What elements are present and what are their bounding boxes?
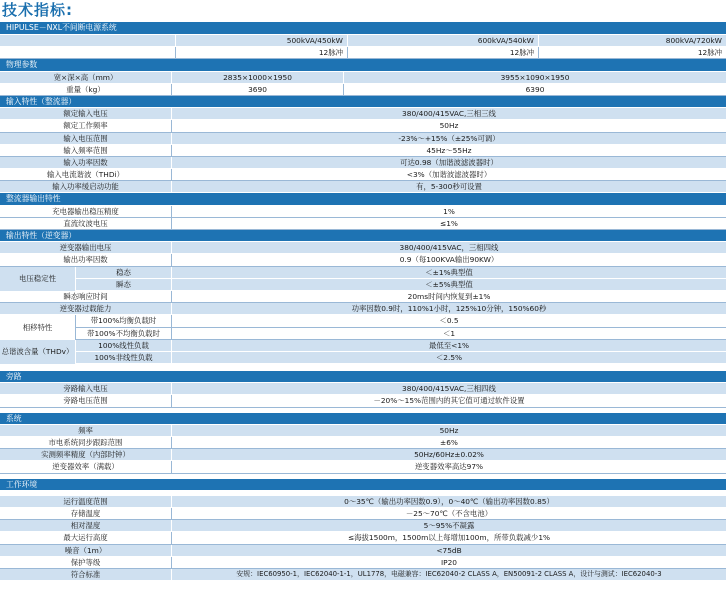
row-label: 充电器输出稳压精度 [52, 206, 119, 216]
row-value: 50Hz [171, 425, 726, 436]
row-value: 安规：IEC60950-1，IEC62040-1-1，UL1778，电磁兼容：IEC62040-2 CLASS A，EN50091-2 CLASS A，设计与测试：IEC62040-3 [171, 569, 726, 580]
row-label: 旁路输入电压 [63, 384, 108, 394]
row-label: 旁路电压范围 [63, 396, 108, 406]
row-value: 20ms时间内恢复到±1% [171, 291, 726, 302]
row-value: ＜±5%典型值 [171, 279, 726, 290]
row-value: ±6% [171, 437, 726, 448]
row-value: -23%～+15%（±25%可调） [171, 133, 726, 144]
table-row [0, 520, 726, 532]
row-value: －20%～15%范围内的其它值可通过软件设置 [171, 395, 726, 406]
row-label: 市电系统同步跟踪范围 [48, 438, 123, 447]
row-value: <3%（加谐波滤波器时） [171, 169, 726, 180]
row-value: <75dB [171, 545, 726, 556]
model-pulse-800: 12脉冲 [538, 47, 726, 58]
table-row [0, 254, 726, 266]
spacer [0, 364, 726, 371]
section-title: 输出特性（逆变器） [6, 231, 77, 240]
row-label: 输入功率缓启动功能 [52, 182, 119, 192]
table-row [0, 449, 726, 461]
model-pulse-500: 12脉冲 [175, 47, 347, 58]
weight-value-b: 6390 [343, 84, 726, 95]
row-value: ＜0.5 [171, 315, 726, 326]
dims-value-a: 2835×1000×1950 [171, 72, 343, 83]
row-label: 100%线性负载 [75, 340, 171, 351]
row-label: 相对湿度 [70, 521, 101, 531]
group-label: 相移特性 [0, 315, 75, 339]
row-value: ＜2.5% [171, 352, 726, 363]
page-title: 技术指标: [2, 1, 73, 19]
section-input [0, 96, 726, 108]
table-row [0, 267, 726, 279]
table-row [0, 425, 726, 437]
section-title: 工作环境 [6, 479, 38, 489]
row-label: 额定输入电压 [63, 109, 108, 119]
table-title: HIPULSE－NXL不间断电源系统 [6, 23, 117, 32]
table-row [0, 169, 726, 181]
table-row [0, 145, 726, 157]
group-label: 电压稳定性 [0, 267, 75, 291]
row-value: 有，5-300秒可设置 [171, 181, 726, 192]
section-bypass [0, 371, 726, 383]
row-label: 运行温度范围 [63, 496, 108, 506]
table-row [0, 120, 726, 132]
row-label: 瞬态 [75, 279, 171, 290]
phase-group [0, 315, 726, 339]
table-row [0, 108, 726, 120]
model-pulse-blank [0, 47, 175, 58]
section-system [0, 413, 726, 425]
table-row [0, 395, 726, 407]
table-row [0, 545, 726, 557]
row-value: ＜±1%典型值 [171, 267, 726, 278]
row-value: 380/400/415VAC,三相三线 [171, 108, 726, 119]
table-row [0, 437, 726, 449]
row-label: 逆变器效率（满载） [52, 462, 119, 472]
row-value: ＜1 [171, 328, 726, 339]
row-label: 输入功率因数 [63, 157, 108, 167]
table-row [0, 496, 726, 508]
section-rectifier [0, 193, 726, 205]
section-title: 物理参数 [6, 60, 38, 70]
row-value: 0.9（每100KVA输出90KW） [171, 254, 726, 265]
row-label: 输入频率范围 [63, 145, 108, 155]
table-row [0, 508, 726, 520]
model-header-blank [0, 35, 175, 46]
table-row [0, 461, 726, 473]
row-label: 100%非线性负载 [75, 352, 171, 363]
row-value: 可达0.98（加谐波滤波器时） [171, 157, 726, 168]
table-row [0, 340, 726, 352]
table-row [0, 303, 726, 315]
row-label: 输入电流谐波（THDi） [47, 170, 124, 180]
table-row [0, 328, 726, 340]
row-value: 功率因数0.9时，110%1小时，125%10分钟，150%60秒 [171, 303, 726, 314]
row-label: 重量（kg） [66, 84, 105, 94]
section-title: 旁路 [6, 372, 22, 382]
row-label: 带100%均衡负载时 [75, 315, 171, 326]
section-title: 整流器输出特性 [6, 194, 61, 204]
row-value: －25～70℃（不含电池） [171, 508, 726, 519]
row-label: 保护等级 [70, 557, 101, 567]
model-power-600: 600kVA/540kW [347, 35, 538, 46]
row-value: 380/400/415VAC，三相四线 [171, 242, 726, 253]
row-value: 1% [171, 206, 726, 217]
table-row [0, 383, 726, 395]
row-value: 5～95%不凝露 [171, 520, 726, 531]
section-title: 输入特性（整流器） [6, 96, 77, 106]
row-label: 宽×深×高（mm） [53, 72, 118, 82]
model-power-800: 800kVA/720kW [538, 35, 726, 46]
row-label: 最大运行高度 [63, 533, 108, 543]
model-power-row [0, 35, 726, 47]
row-label: 额定工作频率 [63, 121, 108, 131]
row-label: 瞬态响应时间 [63, 291, 108, 301]
row-value: 380/400/415VAC,三相四线 [171, 383, 726, 394]
row-value: IP20 [171, 557, 726, 568]
thd-group [0, 340, 726, 364]
weight-value-a: 3690 [171, 84, 343, 95]
row-value: 50Hz [171, 120, 726, 131]
model-pulse-row [0, 47, 726, 59]
row-label: 存储温度 [70, 508, 101, 518]
row-value: 逆变器效率高达97% [171, 461, 726, 472]
table-row [0, 72, 726, 84]
row-label: 输出功率因数 [63, 255, 108, 265]
row-value: ≤海拔1500m，1500m以上每增加100m，所带负载减少1% [171, 532, 726, 543]
group-label: 总谐波含量（THDv） [0, 340, 75, 364]
table-row [0, 532, 726, 544]
table-row [0, 218, 726, 230]
table-row [0, 133, 726, 145]
table-row [0, 291, 726, 303]
table-row [0, 569, 726, 581]
section-environment [0, 479, 726, 491]
table-row [0, 242, 726, 254]
stability-group [0, 267, 726, 291]
table-row [0, 352, 726, 364]
table-row [0, 181, 726, 193]
table-row [0, 84, 726, 96]
row-value: 50Hz/60Hz±0.02% [171, 449, 726, 460]
table-row [0, 315, 726, 327]
row-label: 符合标准 [70, 569, 101, 579]
row-value: 45Hz～55Hz [171, 145, 726, 156]
row-label: 噪音（1m） [64, 545, 107, 555]
table-row [0, 279, 726, 291]
section-title: 系统 [6, 413, 22, 423]
dims-value-b: 3955×1090×1950 [343, 72, 726, 83]
row-label: 实测频率精度（内部时钟） [41, 450, 130, 460]
row-label: 直流纹波电压 [63, 218, 108, 228]
model-power-500: 500kVA/450kW [175, 35, 347, 46]
row-value: 最低至<1% [171, 340, 726, 351]
row-value: 0～35℃（输出功率因数0.9），0～40℃（输出功率因数0.85） [171, 496, 726, 507]
section-output [0, 230, 726, 242]
spec-table [0, 22, 726, 581]
table-row [0, 557, 726, 569]
row-value: ≤1% [171, 218, 726, 229]
model-pulse-600: 12脉冲 [347, 47, 538, 58]
section-physical [0, 59, 726, 71]
row-label: 逆变器过载能力 [59, 304, 112, 314]
table-row [0, 206, 726, 218]
table-title-row [0, 22, 726, 35]
row-label: 带100%不均衡负载时 [75, 328, 171, 339]
row-label: 逆变器输出电压 [59, 243, 112, 253]
table-row [0, 157, 726, 169]
row-label: 频率 [78, 425, 93, 435]
row-label: 稳态 [75, 267, 171, 278]
row-label: 输入电压范围 [63, 133, 108, 143]
